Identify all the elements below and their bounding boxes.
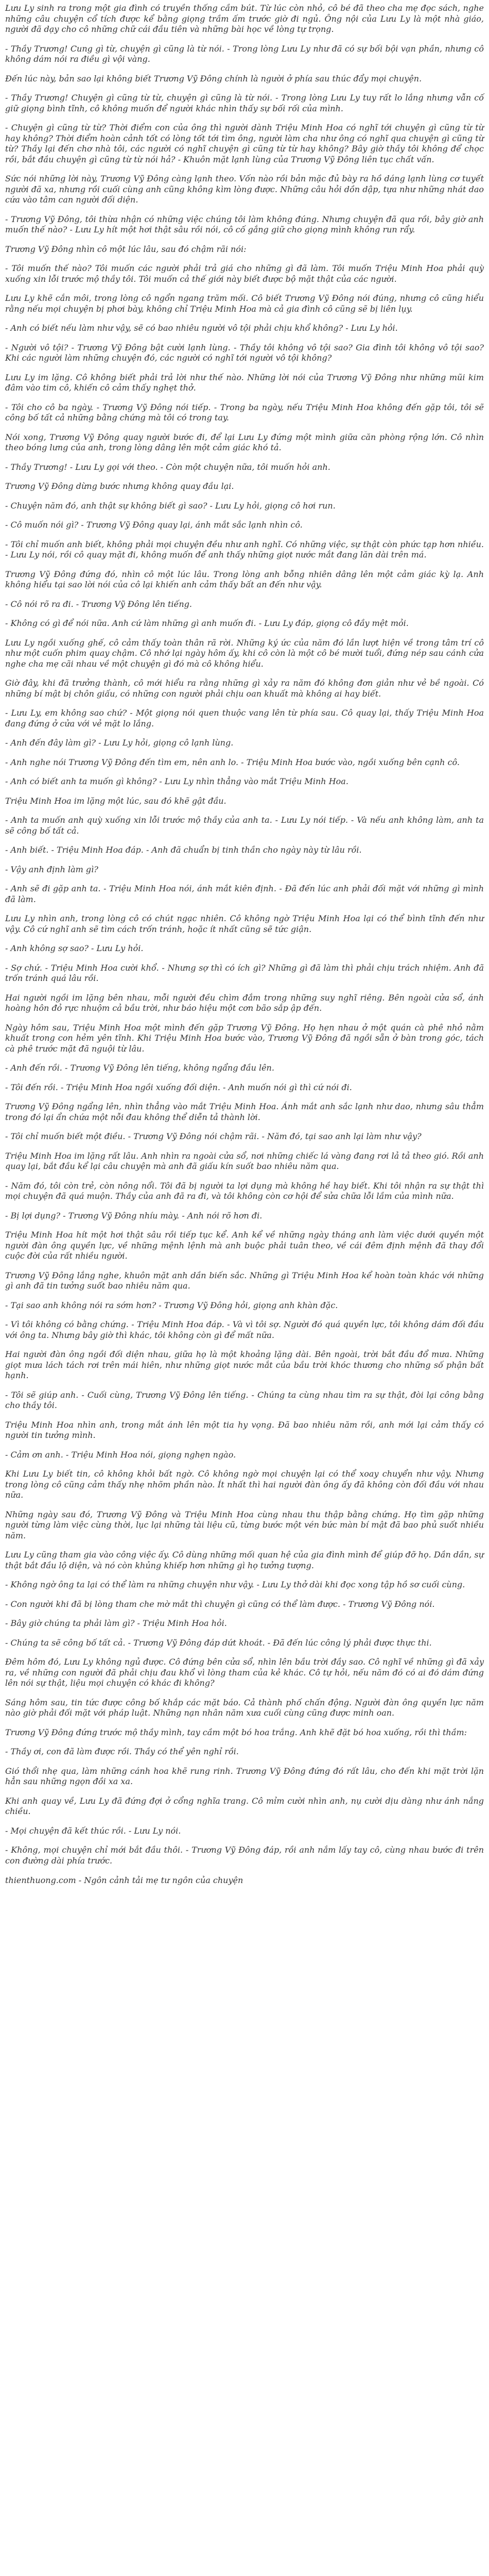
story-paragraph: Đêm hôm đó, Lưu Ly không ngủ được. Cô đứng bên cửa sổ, nhìn lên bầu trời đầy sao. Cô nghĩ về những gì đã xảy ra, về những con người đã phải chịu đau khổ vì lòng tham của kẻ khác. Cô tự hỏi, nếu năm đó có ai đó dám đứng lên nói sự thật, liệu mọi chuyện có khác đi không? (5, 1657, 484, 1688)
story-paragraph: Lưu Ly khẽ cắn môi, trong lòng cô ngổn ngang trăm mối. Cô biết Trương Vỹ Đông nói đúng, nhưng cô cũng hiểu rằng nếu mọi chuyện bị phơi bày, không chỉ Triệu Minh Hoa mà cả gia đình cô cũng sẽ bị liên lụy. (5, 293, 484, 314)
story-paragraph: - Vì tôi không có bằng chứng. - Triệu Minh Hoa đáp. - Và vì tôi sợ. Người đó quá quyền lực, tôi không dám đối đầu với ông ta. Nhưng bây giờ thì khác, tôi không còn gì để mất nữa. (5, 1319, 484, 1340)
story-paragraph: - Không có gì để nói nữa. Anh cứ làm những gì anh muốn đi. - Lưu Ly đáp, giọng cô đầy mệt mỏi. (5, 618, 409, 628)
story-paragraph: Gió thổi nhẹ qua, làm những cánh hoa khẽ rung rinh. Trương Vỹ Đông đứng đó rất lâu, cho đến khi mặt trời lặn hẳn sau những ngọn đồi xa xa. (5, 1766, 484, 1786)
story-paragraph: - Anh nghe nói Trương Vỹ Đông đến tìm em, nên anh lo. - Triệu Minh Hoa bước vào, ngồi xuống bên cạnh cô. (5, 757, 460, 767)
story-paragraph: - Bây giờ chúng ta phải làm gì? - Triệu Minh Hoa hỏi. (5, 1618, 227, 1628)
story-paragraph: - Anh đến rồi. - Trương Vỹ Đông lên tiếng, không ngẩng đầu lên. (5, 1063, 274, 1073)
story-paragraph: - Tại sao anh không nói ra sớm hơn? - Trương Vỹ Đông hỏi, giọng anh khàn đặc. (5, 1300, 338, 1310)
story-paragraph: Khi anh quay về, Lưu Ly đã đứng đợi ở cổng nghĩa trang. Cô mỉm cười nhìn anh, nụ cười dịu dàng như ánh nắng chiều. (5, 1795, 484, 1816)
story-paragraph: Sáng hôm sau, tin tức được công bố khắp các mặt báo. Cả thành phố chấn động. Người đàn ông quyền lực năm nào giờ phải đối mặt với pháp luật. Những nạn nhân năm xưa cuối cùng cũng được minh oan. (5, 1697, 484, 1718)
story-paragraph: - Tôi cho cô ba ngày. - Trương Vỹ Đông nói tiếp. - Trong ba ngày, nếu Triệu Minh Hoa không đến gặp tôi, tôi sẽ công bố tất cả những bằng chứng mà tôi có trong tay. (5, 402, 484, 422)
story-paragraph: - Chuyện năm đó, anh thật sự không biết gì sao? - Lưu Ly hỏi, giọng cô hơi run. (5, 500, 336, 511)
story-paragraph: - Anh ta muốn anh quỳ xuống xin lỗi trước mộ thầy của anh ta. - Lưu Ly nói tiếp. - Và nếu anh không làm, anh ta sẽ công bố tất cả. (5, 815, 484, 836)
story-paragraph: - Năm đó, tôi còn trẻ, còn nông nổi. Tôi đã bị người ta lợi dụng mà không hề hay biết. Khi tôi nhận ra sự thật thì mọi chuyện đã quá muộn. Thầy của anh đã ra đi, và tôi không còn cơ hội để sửa chữa lỗi lầm của mình nữa. (5, 1180, 484, 1201)
story-paragraph: - Thầy Trương! Chuyện gì cũng từ từ, chuyện gì cũng là từ nói. - Trong lòng Lưu Ly tuy rất lo lắng nhưng vẫn cố giữ giọng bình tĩnh, cô không muốn để người khác nhìn thấy sự bối rối của mình. (5, 93, 484, 113)
story-paragraph: Trương Vỹ Đông dừng bước nhưng không quay đầu lại. (5, 481, 234, 491)
story-paragraph: - Chuyện gì cũng từ từ? Thời điểm con của ông thì người dành Triệu Minh Hoa có nghĩ tới chuyện gì cũng từ từ hay không? Thời điểm hoàn cảnh tốt có lòng tốt tới tìm ông, người làm cha như ông có nghĩ qua chuyện gì cũng từ từ? Thầy lại đến chơ nhà tôi, các người có nghĩ chuyện gì cũng từ từ hay không? Bây giờ thầy tôi không để chọc rồi, bắt đầu chuyện gì cũng từ từ nói hả? - Khuôn mặt lạnh lùng của Trương Vỹ Đông liên tục chất vấn. (5, 123, 484, 164)
story-paragraph: - Cô nói rõ ra đi. - Trương Vỹ Đông lên tiếng. (5, 599, 193, 609)
story-paragraph: - Không ngờ ông ta lại có thể làm ra những chuyện như vậy. - Lưu Ly thở dài khi đọc xong tập hồ sơ cuối cùng. (5, 1580, 465, 1589)
story-paragraph: - Tôi chỉ muốn biết một điều. - Trương Vỹ Đông nói chậm rãi. - Năm đó, tại sao anh lại làm như vậy? (5, 1131, 422, 1141)
story-paragraph: Đến lúc này, bản sao lại không biết Trương Vỹ Đông chính là người ở phía sau thúc đẩy mọi chuyện. (5, 73, 422, 83)
story-paragraph: Nói xong, Trương Vỹ Đông quay người bước đi, để lại Lưu Ly đứng một mình giữa căn phòng rộng lớn. Cô nhìn theo bóng lưng của anh, trong lòng dâng lên một cảm giác khó tả. (5, 432, 484, 452)
story-paragraph: - Tôi đến rồi. - Triệu Minh Hoa ngồi xuống đối diện. - Anh muốn nói gì thì cứ nói đi. (5, 1082, 352, 1092)
story-paragraph: Lưu Ly sinh ra trong một gia đình có truyền thống cầm bút. Từ lúc còn nhỏ, cô bé đã theo cha mẹ đọc sách, nghe những câu chuyện cổ tích được kể bằng giọng trầm ấm trước giờ đi ngủ. Ông nội của Lưu Ly là một nhà giáo, người đã dạy cho cô những chữ cái đầu tiên và những bài học về lòng tự trọng. (5, 3, 484, 34)
story-paragraph: - Chúng ta sẽ công bố tất cả. - Trương Vỹ Đông đáp dứt khoát. - Đã đến lúc công lý phải được thực thi. (5, 1637, 432, 1648)
story-paragraph: Khi Lưu Ly biết tin, cô không khỏi bất ngờ. Cô không ngờ mọi chuyện lại có thể xoay chuyển như vậy. Nhưng trong lòng cô cũng cảm thấy nhẹ nhõm phần nào. Ít nhất thì hai người đàn ông ấy đã không còn đối đầu với nhau nữa. (5, 1469, 484, 1500)
story-paragraph: - Thầy Trương! - Lưu Ly gọi với theo. - Còn một chuyện nữa, tôi muốn hỏi anh. (5, 462, 330, 472)
story-paragraph: Lưu Ly cũng tham gia vào công việc ấy. Cô dùng những mối quan hệ của gia đình mình để giúp đỡ họ. Dần dần, sự thật bắt đầu lộ diện, và nó còn khủng khiếp hơn những gì họ tưởng tượng. (5, 1550, 484, 1570)
story-paragraph: - Không, mọi chuyện chỉ mới bắt đầu thôi. - Trương Vỹ Đông đáp, rồi anh nắm lấy tay cô, cùng nhau bước đi trên con đường dài phía trước. (5, 1845, 484, 1866)
story-paragraph: Triệu Minh Hoa hít một hơi thật sâu rồi tiếp tục kể. Anh kể về những ngày tháng anh làm việc dưới quyền một người đàn ông quyền lực, về những mệnh lệnh mà anh buộc phải tuân theo, về cái đêm định mệnh đã thay đổi cuộc đời của rất nhiều người. (5, 1230, 484, 1261)
story-paragraph: Những ngày sau đó, Trương Vỹ Đông và Triệu Minh Hoa cùng nhau thu thập bằng chứng. Họ tìm gặp những người từng làm việc cùng thời, lục lại những tài liệu cũ, từng bước một vén bức màn bí mật đã bao phủ suốt nhiều năm. (5, 1509, 484, 1540)
source-line[interactable]: thienthuong.com - Ngôn cảnh tải mẹ tư ngôn của chuyện (5, 1875, 243, 1885)
story-paragraph: Triệu Minh Hoa im lặng rất lâu. Anh nhìn ra ngoài cửa sổ, nơi những chiếc lá vàng đang rơi lả tả theo gió. Rồi anh quay lại, bắt đầu kể lại câu chuyện mà anh đã giấu kín suốt bao nhiêu năm qua. (5, 1150, 484, 1171)
story-paragraph: - Anh sẽ đi gặp anh ta. - Triệu Minh Hoa nói, ánh mắt kiên định. - Đã đến lúc anh phải đối mặt với những gì mình đã làm. (5, 884, 484, 904)
story-body (5, 3, 484, 1866)
story-paragraph: Triệu Minh Hoa nhìn anh, trong mắt ánh lên một tia hy vọng. Đã bao nhiêu năm rồi, anh mới lại cảm thấy có người tin tưởng mình. (5, 1419, 484, 1440)
story-paragraph: - Anh có biết anh ta muốn gì không? - Lưu Ly nhìn thẳng vào mắt Triệu Minh Hoa. (5, 776, 348, 786)
story-paragraph: - Tôi chỉ muốn anh biết, không phải mọi chuyện đều như anh nghĩ. Có những việc, sự thật còn phức tạp hơn nhiều. - Lưu Ly nói, rồi cô quay mặt đi, không muốn để anh thấy những giọt nước mắt đang lăn dài trên má. (5, 539, 484, 560)
story-paragraph: - Bị lợi dụng? - Trương Vỹ Đông nhíu mày. - Anh nói rõ hơn đi. (5, 1210, 263, 1221)
story-paragraph: Lưu Ly ngồi xuống ghế, cô cảm thấy toàn thân rã rời. Những ký ức của năm đó lần lượt hiện về trong tâm trí cô như một cuốn phim quay chậm. Cô nhớ lại ngày hôm ấy, khi cô còn là một cô bé mười tuổi, đứng nép sau cánh cửa nghe cha mẹ cãi nhau về một chuyện gì đó mà cô không hiểu. (5, 637, 484, 669)
story-paragraph: - Vậy anh định làm gì? (5, 864, 98, 874)
story-paragraph: Lưu Ly im lặng. Cô không biết phải trả lời như thế nào. Những lời nói của Trương Vỹ Đông như những mũi kim đâm vào tim cô, khiến cô cảm thấy nghẹt thở. (5, 372, 484, 393)
story-paragraph: - Anh đến đây làm gì? - Lưu Ly hỏi, giọng cô lạnh lùng. (5, 738, 234, 748)
story-paragraph: - Thầy ơi, con đã làm được rồi. Thầy có thể yên nghỉ rồi. (5, 1747, 239, 1756)
story-paragraph: Hai người ngồi im lặng bên nhau, mỗi người đều chìm đắm trong những suy nghĩ riêng. Bên ngoài cửa sổ, ánh hoàng hôn đỏ rực nhuộm cả bầu trời, như báo hiệu một cơn bão sắp ập đến. (5, 992, 484, 1013)
story-paragraph: - Sợ chứ. - Triệu Minh Hoa cười khổ. - Nhưng sợ thì có ích gì? Những gì đã làm thì phải chịu trách nhiệm. Anh đã trốn tránh quá lâu rồi. (5, 962, 484, 983)
story-paragraph: Trương Vỹ Đông đứng đó, nhìn cô một lúc lâu. Trong lòng anh bỗng nhiên dâng lên một cảm giác kỳ lạ. Anh không hiểu tại sao lời nói của cô lại khiến anh cảm thấy bất an đến như vậy. (5, 569, 484, 589)
story-paragraph: - Anh có biết nếu làm như vậy, sẽ có bao nhiêu người vô tội phải chịu khổ không? - Lưu Ly hỏi. (5, 323, 398, 333)
story-paragraph: - Cô muốn nói gì? - Trương Vỹ Đông quay lại, ánh mắt sắc lạnh nhìn cô. (5, 520, 303, 530)
story-paragraph: - Lưu Ly, em không sao chứ? - Một giọng nói quen thuộc vang lên từ phía sau. Cô quay lại, thấy Triệu Minh Hoa đang đứng ở cửa với vẻ mặt lo lắng. (5, 708, 484, 728)
story-paragraph: - Trương Vỹ Đông, tôi thừa nhận có những việc chúng tôi làm không đúng. Nhưng chuyện đã qua rồi, bây giờ anh muốn thế nào? - Lưu Ly hít một hơi thật sâu rồi nói, cô cố gắng giữ cho giọng mình không run rẩy. (5, 214, 484, 234)
story-paragraph: - Cảm ơn anh. - Triệu Minh Hoa nói, giọng nghẹn ngào. (5, 1449, 236, 1460)
story-paragraph: Giờ đây, khi đã trưởng thành, cô mới hiểu ra rằng những gì xảy ra năm đó không đơn giản như vẻ bề ngoài. Có những bí mật bị chôn giấu, có những con người phải chịu oan khuất mà không ai hay biết. (5, 678, 484, 699)
story-paragraph: - Anh biết. - Triệu Minh Hoa đáp. - Anh đã chuẩn bị tinh thần cho ngày này từ lâu rồi. (5, 845, 362, 855)
story-paragraph: Trương Vỹ Đông lắng nghe, khuôn mặt anh dần biến sắc. Những gì Triệu Minh Hoa kể hoàn toàn khác với những gì anh đã tin tưởng suốt bao nhiêu năm qua. (5, 1270, 484, 1291)
story-paragraph: Ngày hôm sau, Triệu Minh Hoa một mình đến gặp Trương Vỹ Đông. Họ hẹn nhau ở một quán cà phê nhỏ nằm khuất trong con hẻm yên tĩnh. Khi Triệu Minh Hoa bước vào, Trương Vỹ Đông đã ngồi sẵn ở bàn trong góc, tách cà phê trước mặt đã nguội từ lâu. (5, 1022, 484, 1054)
story-paragraph: - Con người khi đã bị lòng tham che mờ mắt thì chuyện gì cũng có thể làm được. - Trương Vỹ Đông nói. (5, 1599, 435, 1609)
story-paragraph: Triệu Minh Hoa im lặng một lúc, sau đó khẽ gật đầu. (5, 795, 226, 806)
story-paragraph: - Anh không sợ sao? - Lưu Ly hỏi. (5, 943, 144, 953)
story-paragraph: - Tôi sẽ giúp anh. - Cuối cùng, Trương Vỹ Đông lên tiếng. - Chúng ta cùng nhau tìm ra sự thật, đòi lại công bằng cho thầy tôi. (5, 1389, 484, 1410)
story-paragraph: - Mọi chuyện đã kết thúc rồi. - Lưu Ly nói. (5, 1825, 181, 1836)
story-paragraph: - Thầy Trương! Cung gì từ, chuyện gì cũng là từ nói. - Trong lòng Lưu Ly như đã có sự bối bội vạn phần, nhưng cô không dám nói ra điều gì vội vàng. (5, 43, 484, 64)
story-paragraph: Hai người đàn ông ngồi đối diện nhau, giữa họ là một khoảng lặng dài. Bên ngoài, trời bắt đầu đổ mưa. Những giọt mưa lách tách rơi trên mái hiên, như những giọt nước mắt của bầu trời khóc thương cho những số phận bất hạnh. (5, 1349, 484, 1380)
story-paragraph: Trương Vỹ Đông ngẩng lên, nhìn thẳng vào mắt Triệu Minh Hoa. Ánh mắt anh sắc lạnh như dao, nhưng sâu thẳm trong đó lại ẩn chứa một nỗi đau không thể diễn tả thành lời. (5, 1101, 484, 1122)
story-paragraph: Lưu Ly nhìn anh, trong lòng cô có chút ngạc nhiên. Cô không ngờ Triệu Minh Hoa lại có thể bình tĩnh đến như vậy. Cô cứ nghĩ anh sẽ tìm cách trốn tránh, hoặc ít nhất cũng sẽ tức giận. (5, 913, 484, 934)
story-paragraph: Trương Vỹ Đông đứng trước mộ thầy mình, tay cầm một bó hoa trắng. Anh khẽ đặt bó hoa xuống, rồi thì thầm: (5, 1727, 467, 1737)
story-paragraph: Trương Vỹ Đông nhìn cô một lúc lâu, sau đó chậm rãi nói: (5, 244, 247, 254)
story-paragraph: Sức nói những lời này, Trương Vỹ Đông càng lạnh theo. Vốn nào rồi bản mặc đủ bày ra hồ dáng lạnh lùng cơ tuyết người đã xa, nhưng rồi cuối cùng anh cũng không kìm lòng được. Những câu hỏi dồn dập, tựa như những nhát dao cứa vào tâm can người đối diện. (5, 174, 484, 205)
story-paragraph: - Tôi muốn thế nào? Tôi muốn các người phải trả giá cho những gì đã làm. Tôi muốn Triệu Minh Hoa phải quỳ xuống xin lỗi trước mộ thầy tôi. Tôi muốn cả thế giới này biết được bộ mặt thật của các người. (5, 263, 484, 284)
story-paragraph: - Người vô tội? - Trương Vỹ Đông bật cười lạnh lùng. - Thầy tôi không vô tội sao? Gia đình tôi không vô tội sao? Khi các người làm những chuyện đó, các người có nghĩ tới người vô tội không? (5, 342, 484, 363)
